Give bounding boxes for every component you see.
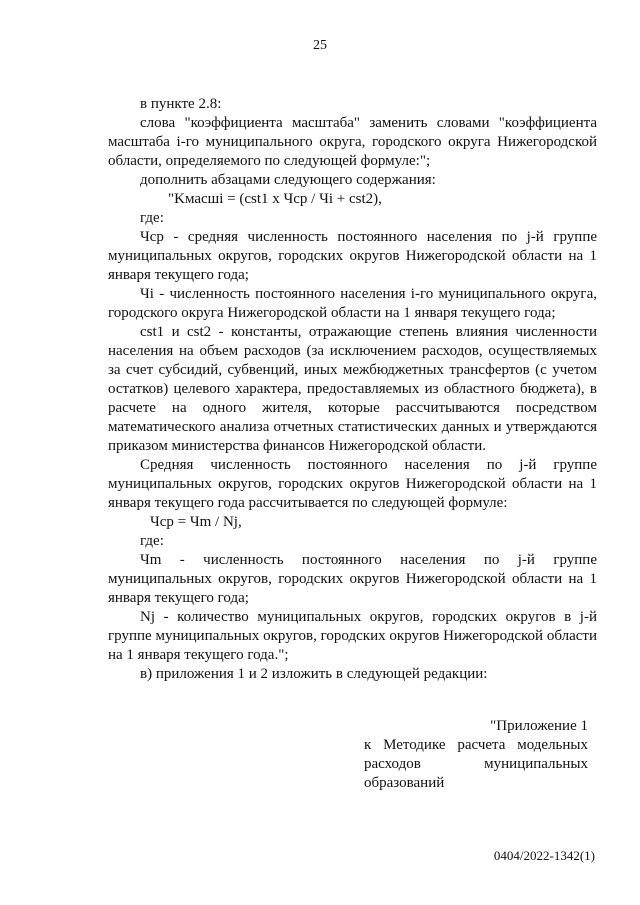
paragraph: в пункте 2.8: bbox=[140, 96, 222, 112]
where-label: где: bbox=[140, 210, 164, 226]
formula-average-population: Чср = Чm / Nj, bbox=[150, 514, 242, 530]
appendix-title: "Приложение 1 bbox=[490, 718, 588, 734]
formula-scale-coefficient: "Kмасшi = (cst1 x Чср / Чi + cst2), bbox=[168, 191, 382, 207]
paragraph: дополнить абзацами следующего содержания: bbox=[140, 172, 436, 188]
document-body bbox=[108, 95, 597, 684]
appendix-line: к Методике расчета модельных bbox=[364, 737, 588, 753]
definition: Nj - количество муниципальных округов, городских округов в j-й группе муниципальных округов, городских округов Нижегородской области на 1 января текущего года."; bbox=[108, 609, 597, 663]
definition: Чср - средняя численность постоянного населения по j-й группе муниципальных округов, городских округов Нижегородской области на 1 января текущего года; bbox=[108, 229, 597, 283]
paragraph: слова "коэффициента масштаба" заменить словами "коэффициента масштаба i-го муниципального округа, городского округа Нижегородской области, определяемого по следующей формуле:"; bbox=[108, 115, 597, 169]
appendix-line: расходов муниципальных bbox=[364, 756, 588, 772]
document-code: 0404/2022-1342(1) bbox=[493, 848, 595, 863]
definition: Чi - численность постоянного населения i-го муниципального округа, городского округа Нижегородской области на 1 января текущего года; bbox=[108, 286, 597, 321]
appendix-subtitle bbox=[364, 736, 588, 793]
paragraph: Средняя численность постоянного населения по j-й группе муниципальных округов, городских округов Нижегородской области на 1 января текущего года рассчитывается по следующей формуле: bbox=[108, 457, 597, 511]
definition: Чm - численность постоянного населения по j-й группе муниципальных округов, городских округов Нижегородской области на 1 января текущего года; bbox=[108, 552, 597, 606]
appendix-line: образований bbox=[364, 775, 445, 791]
appendix-header bbox=[364, 717, 588, 793]
definition: cst1 и cst2 - константы, отражающие степень влияния численности населения на объем расходов (за исключением расходов, осуществляемых за счет субсидий, субвенций, иных межбюджетных трансфертов (с учетом остатков) целевого характера, предоставляемых из областного бюджета), в расчете на одного жителя, которые рассчитываются посредством математического анализа отчетных статистических данных и утверждаются приказом министерства финансов Нижегородской области. bbox=[108, 324, 597, 454]
where-label: где: bbox=[140, 533, 164, 549]
page-number: 25 bbox=[313, 38, 327, 53]
paragraph: в) приложения 1 и 2 изложить в следующей редакции: bbox=[140, 666, 488, 682]
